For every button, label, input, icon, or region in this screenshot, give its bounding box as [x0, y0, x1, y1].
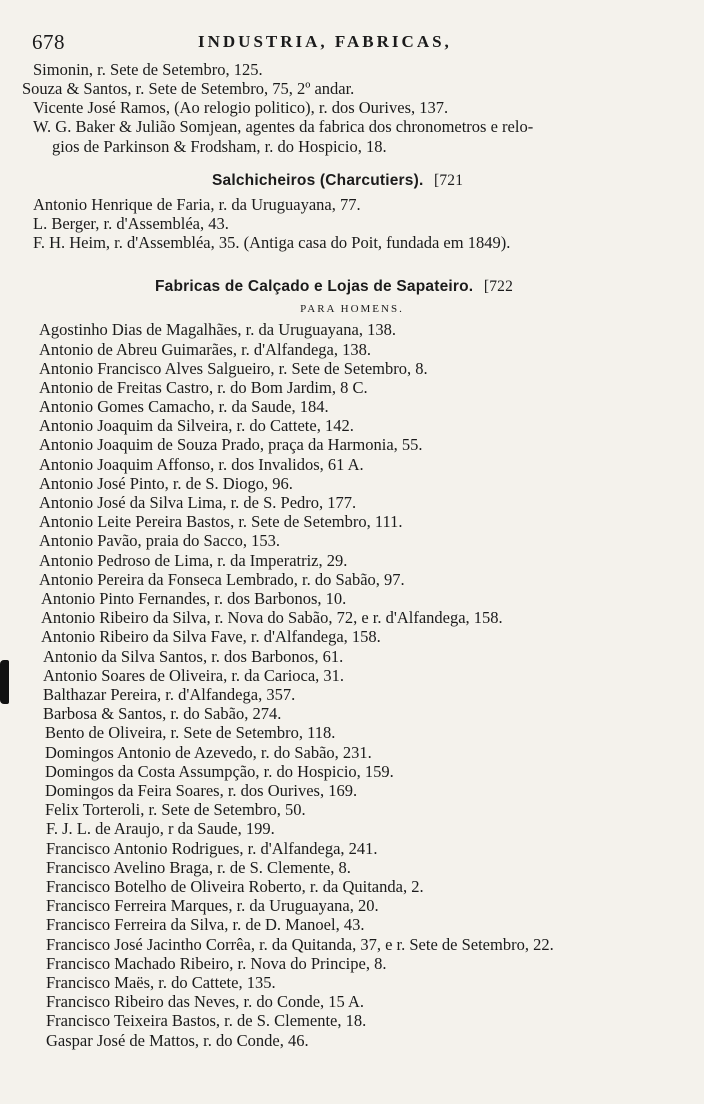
list-item: Francisco Antonio Rodrigues, r. d'Alfandega, 241. [46, 839, 378, 858]
list-item: L. Berger, r. d'Assembléa, 43. [33, 214, 229, 233]
list-item: Francisco Ferreira da Silva, r. de D. Manoel, 43. [46, 915, 365, 934]
section-number: [722 [483, 278, 514, 295]
list-item: Felix Torteroli, r. Sete de Setembro, 50. [45, 800, 306, 819]
list-item: Agostinho Dias de Magalhães, r. da Uruguayana, 138. [39, 320, 396, 339]
list-item: Antonio Pinto Fernandes, r. dos Barbonos, 10. [41, 589, 347, 608]
list-item: Antonio de Abreu Guimarães, r. d'Alfandega, 138. [39, 340, 371, 359]
list-item: Antonio José da Silva Lima, r. de S. Pedro, 177. [39, 493, 357, 512]
list-item: Antonio Joaquim da Silveira, r. do Cattete, 142. [39, 416, 354, 435]
list-item: Antonio de Freitas Castro, r. do Bom Jardim, 8 C. [39, 378, 368, 397]
list-item: Bento de Oliveira, r. Sete de Setembro, 118. [45, 723, 336, 742]
section-number: [721 [434, 172, 464, 189]
list-item: Antonio Ribeiro da Silva, r. Nova do Sabão, 72, e r. d'Alfandega, 158. [41, 608, 503, 627]
list-item: Antonio Joaquim de Souza Prado, praça da Harmonia, 55. [39, 435, 423, 454]
list-item: Antonio Soares de Oliveira, r. da Carioca, 31. [43, 666, 345, 685]
list-item: Francisco Maës, r. do Cattete, 135. [46, 973, 276, 992]
section-subheading: PARA HOMENS. [300, 303, 404, 315]
list-item: Antonio Gomes Camacho, r. da Saude, 184. [39, 397, 329, 416]
list-item: Domingos da Feira Soares, r. dos Ourives, 169. [45, 781, 358, 800]
list-item: Francisco Botelho de Oliveira Roberto, r. da Quitanda, 2. [46, 877, 424, 896]
list-item: Antonio Pavão, praia do Sacco, 153. [39, 531, 281, 550]
binding-mark [0, 660, 9, 704]
list-item: Antonio Pereira da Fonseca Lembrado, r. do Sabão, 97. [39, 570, 405, 589]
list-item: Antonio Leite Pereira Bastos, r. Sete de Setembro, 111. [39, 512, 403, 531]
list-item: Antonio José Pinto, r. de S. Diogo, 96. [39, 474, 293, 493]
list-item: W. G. Baker & Julião Somjean, agentes da fabrica dos chronometros e relo- [33, 117, 534, 136]
running-head: INDUSTRIA, FABRICAS, [198, 32, 452, 51]
list-item: Souza & Santos, r. Sete de Setembro, 75, 2º andar. [22, 79, 355, 98]
list-item: gios de Parkinson & Frodsham, r. do Hospicio, 18. [52, 137, 387, 156]
list-item: Francisco Teixeira Bastos, r. de S. Clemente, 18. [46, 1011, 367, 1030]
list-item: F. H. Heim, r. d'Assembléa, 35. (Antiga casa do Poit, fundada em 1849). [33, 233, 511, 252]
list-item: Barbosa & Santos, r. do Sabão, 274. [43, 704, 282, 723]
list-item: Francisco Machado Ribeiro, r. Nova do Principe, 8. [46, 954, 387, 973]
list-item: Antonio Pedroso de Lima, r. da Imperatriz, 29. [39, 551, 348, 570]
section-title: Salchicheiros (Charcutiers). [212, 172, 424, 189]
page-header [28, 30, 674, 54]
section-heading-salchicheiros [212, 171, 463, 191]
list-item: Vicente José Ramos, (Ao relogio politico), r. dos Ourives, 137. [33, 98, 449, 117]
list-item: Francisco Ribeiro das Neves, r. do Conde, 15 A. [46, 992, 365, 1011]
list-item: Domingos Antonio de Azevedo, r. do Sabão, 231. [45, 743, 372, 762]
list-item: Gaspar José de Mattos, r. do Conde, 46. [46, 1031, 309, 1050]
list-item: Francisco Ferreira Marques, r. da Uruguayana, 20. [46, 896, 379, 915]
section-title: Fabricas de Calçado e Lojas de Sapateiro. [155, 278, 474, 295]
list-item: F. J. L. de Araujo, r da Saude, 199. [46, 819, 275, 838]
list-item: Balthazar Pereira, r. d'Alfandega, 357. [43, 685, 296, 704]
page-number: 678 [32, 30, 65, 54]
list-item: Simonin, r. Sete de Setembro, 125. [33, 60, 263, 79]
list-item: Antonio Henrique de Faria, r. da Uruguayana, 77. [33, 195, 361, 214]
list-item: Antonio Francisco Alves Salgueiro, r. Sete de Setembro, 8. [39, 359, 428, 378]
list-item: Antonio da Silva Santos, r. dos Barbonos, 61. [43, 647, 344, 666]
list-item: Francisco José Jacintho Corrêa, r. da Quitanda, 37, e r. Sete de Setembro, 22. [46, 935, 554, 954]
list-item: Domingos da Costa Assumpção, r. do Hospicio, 159. [45, 762, 394, 781]
list-item: Antonio Ribeiro da Silva Fave, r. d'Alfandega, 158. [41, 627, 381, 646]
list-item: Francisco Avelino Braga, r. de S. Clemente, 8. [46, 858, 351, 877]
section-heading-calcado [155, 277, 513, 297]
list-item: Antonio Joaquim Affonso, r. dos Invalidos, 61 A. [39, 455, 364, 474]
